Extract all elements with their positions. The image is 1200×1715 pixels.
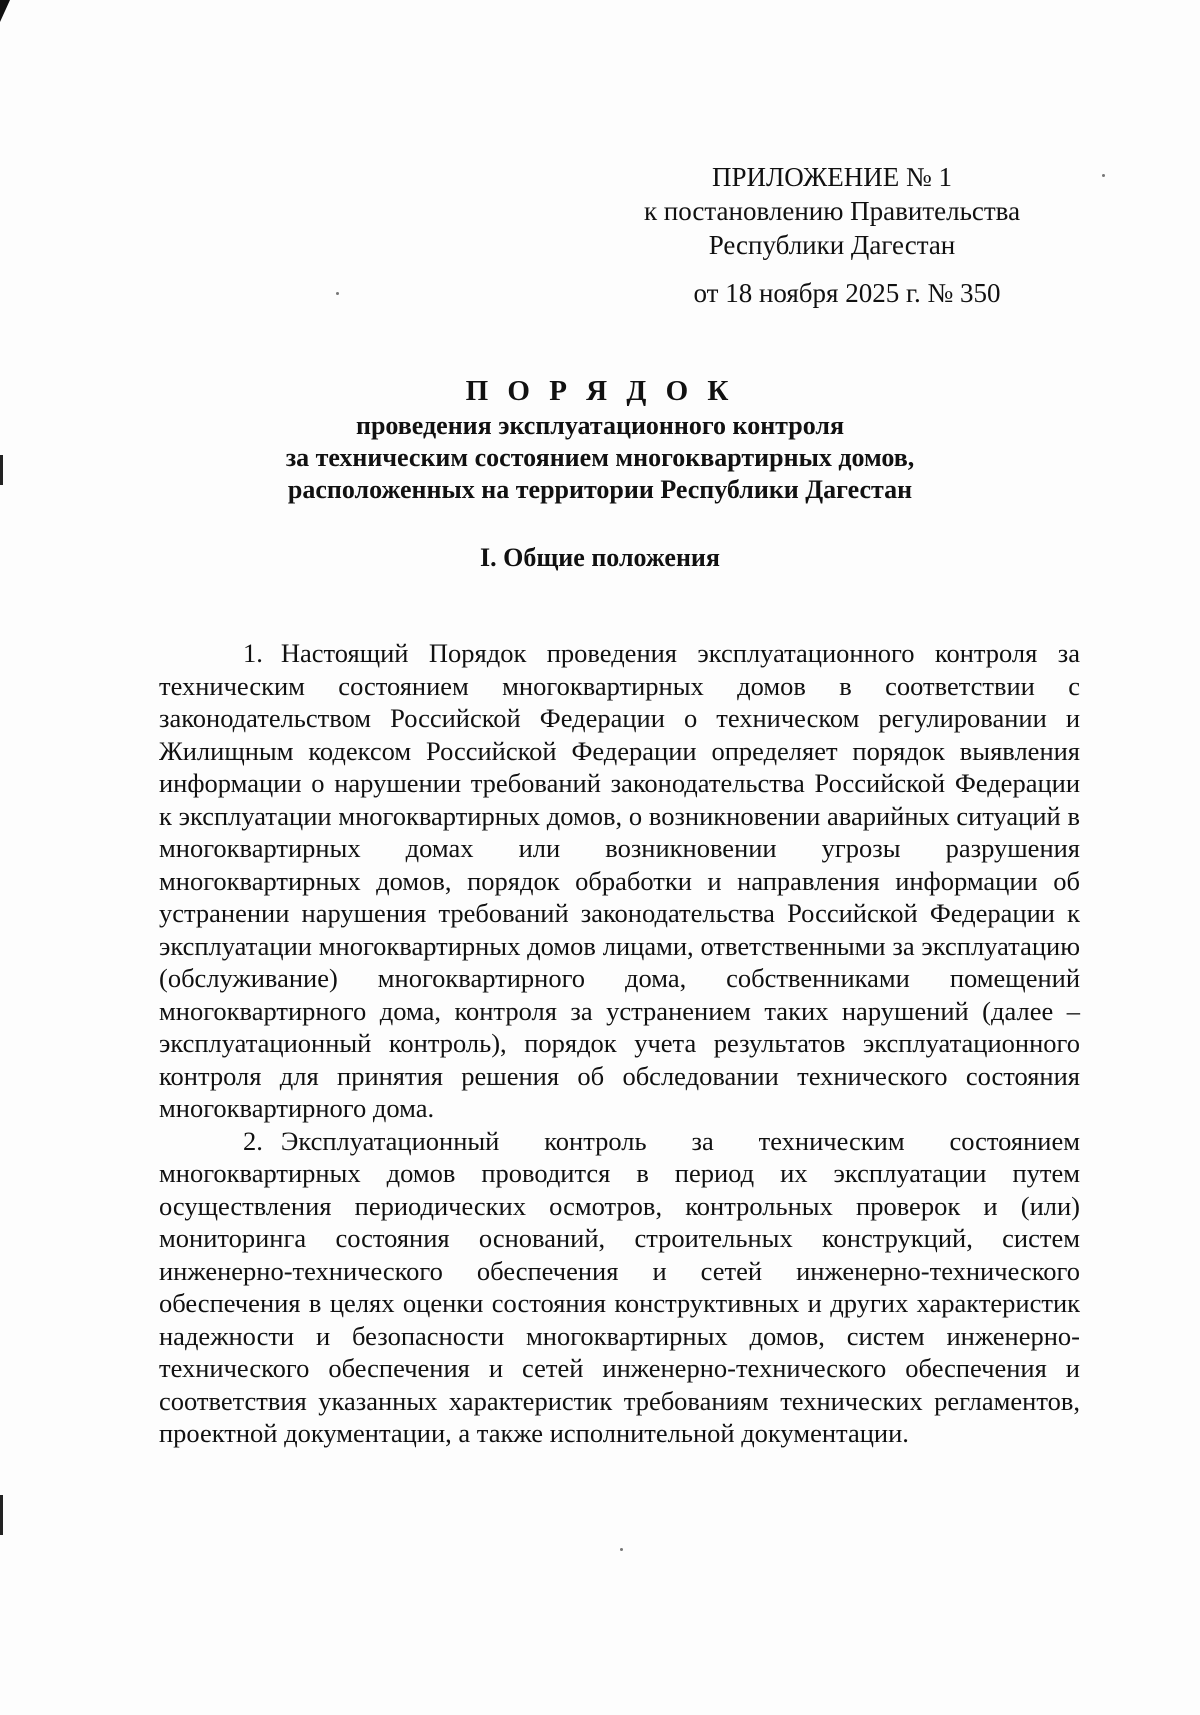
scan-edge-line [0, 455, 3, 485]
paragraph-number: 2. [243, 1125, 263, 1156]
document-subtitle-line-1: проведения эксплуатационного контроля [355, 411, 845, 440]
paragraph-text: Эксплуатационный контроль за техническим состоянием многоквартирных домов проводится в период их эксплуатации путем осуществления периодических осмотров, контрольных проверок и (или) мониторинга состояния оснований, строительных конструкций, систем инженерно-технического обеспечения и сетей инженерно-технического обеспечения в целях оценки состояния конструктивных и других характеристик надежности и безопасности многоквартирных домов, систем инженерно-технического обеспечения и сетей инженерно-технического обеспечения и соответствия указанных характеристик требованиям технических регламентов, проектной документации, а также исполнительной документации. [159, 1125, 1080, 1448]
document-title-block [160, 372, 1040, 506]
document-body [159, 637, 1080, 1450]
appendix-number: ПРИЛОЖЕНИЕ № 1 [711, 162, 953, 192]
section-heading: I. Общие положения [480, 543, 720, 572]
document-subtitle-line-3: расположенных на территории Республики Дагестан [287, 475, 913, 504]
approval-date: от 18 ноября 2025 г. № 350 [693, 278, 1001, 308]
scan-corner-mark [0, 0, 10, 22]
approval-line-1: к постановлению Правительства [643, 196, 1021, 226]
paragraph-number: 1. [243, 638, 263, 668]
scan-edge-line [0, 1495, 3, 1535]
scan-speck [1102, 174, 1105, 177]
scan-speck [620, 1548, 623, 1551]
approval-stamp-block [592, 160, 1072, 310]
document-subtitle-line-2: за техническим состоянием многоквартирных домов, [285, 443, 915, 472]
document-title: П О Р Я Д О К [465, 375, 735, 407]
paragraph-1 [159, 637, 1080, 1125]
paragraph-2 [159, 1125, 1080, 1450]
paragraph-text: Настоящий Порядок проведения эксплуатационного контроля за техническим состоянием многоквартирных домов в соответствии с законодательством Российской Федерации о техническом регулировании и Жилищным кодексом Российской Федерации определяет порядок выявления информации о нарушении требований законодательства Российской Федерации к эксплуатации многоквартирных домов, о возникновении аварийных ситуаций в многоквартирных домах или возникновении угрозы разрушения многоквартирных домов, порядок обработки и направления информации об устранении нарушения требований законодательства Российской Федерации к эксплуатации многоквартирных домов лицами, ответственными за эксплуатацию (обслуживание) многоквартирного дома, собственниками помещений многоквартирного дома, контроля за устранением таких нарушений (далее – эксплуатационный контроль), порядок учета результатов эксплуатационного контроля для принятия решения об обследовании технического состояния многоквартирного дома. [159, 638, 1080, 1123]
scan-speck [336, 292, 339, 295]
approval-line-2: Республики Дагестан [708, 230, 956, 260]
